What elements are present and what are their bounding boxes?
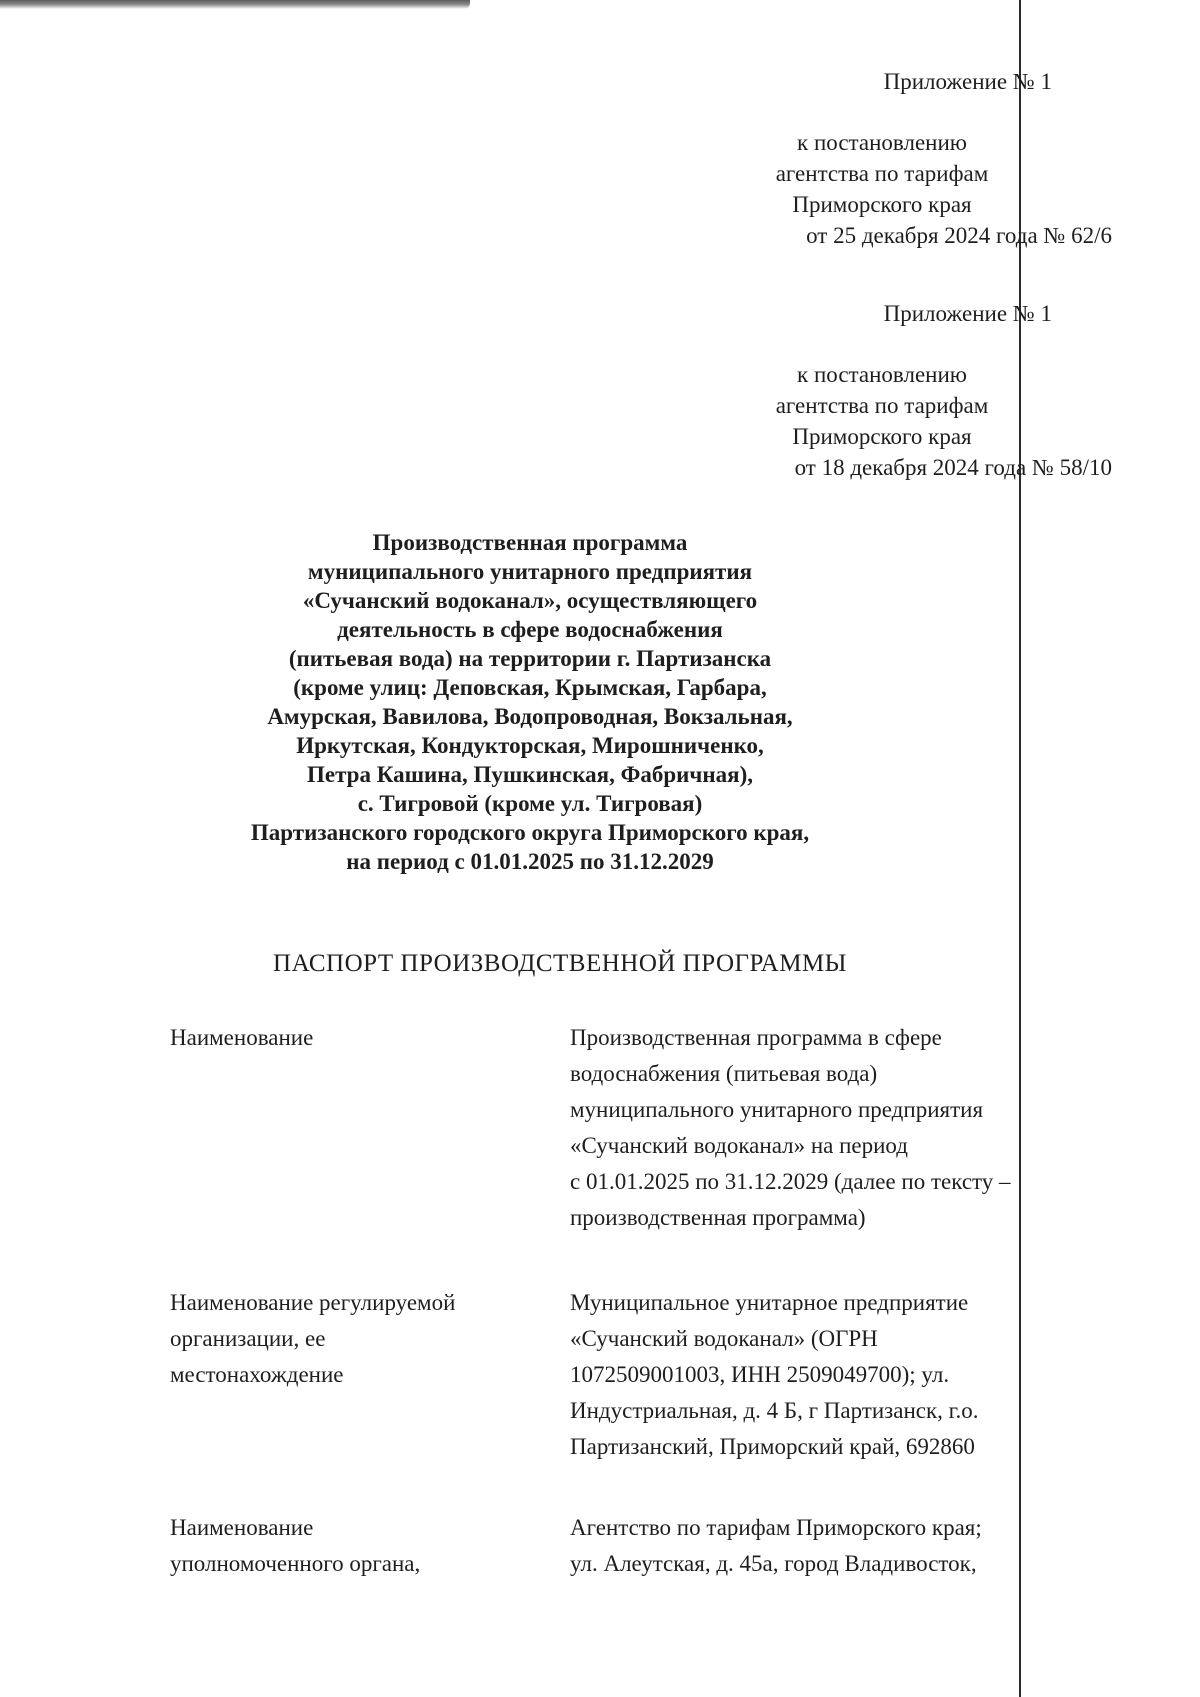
value-line: Партизанский, Приморский край, 692860	[570, 1434, 975, 1459]
appendix-line: Приморского края	[792, 192, 972, 217]
passport-row-label	[170, 1285, 570, 1465]
title-line: с. Тигровой (кроме ул. Тигровая)	[357, 791, 703, 816]
label-line: организации, ее	[170, 1326, 326, 1351]
title-line: (питьевая вода) на территории г. Партизанска	[288, 646, 772, 671]
passport-row-organization	[170, 1285, 1130, 1465]
title-line: (кроме улиц: Деповская, Крымская, Гарбара,	[293, 675, 767, 700]
title-line: Партизанского городского округа Приморского края,	[250, 820, 810, 845]
appendix-current	[652, 66, 1112, 251]
title-line: Амурская, Вавилова, Водопроводная, Вокзальная,	[267, 704, 793, 729]
label-line: местонахождение	[170, 1362, 344, 1387]
scan-edge-shadow	[0, 0, 470, 9]
value-line: «Сучанский водоканал» (ОГРН	[570, 1326, 878, 1351]
passport-row-label	[170, 1020, 570, 1236]
value-line: Производственная программа в сфере	[570, 1025, 942, 1050]
passport-heading: ПАСПОРТ ПРОИЗВОДСТВЕННОЙ ПРОГРАММЫ	[273, 950, 847, 977]
value-line: «Сучанский водоканал» на период	[570, 1133, 908, 1158]
value-line: Индустриальная, д. 4 Б, г Партизанск, г.о.	[570, 1398, 979, 1423]
label-line: Наименование	[170, 1025, 314, 1050]
title-line: Производственная программа	[372, 530, 688, 555]
passport-row-label	[170, 1510, 570, 1582]
title-line: «Сучанский водоканал», осуществляющего	[302, 588, 758, 613]
title-line: Петра Кашина, Пушкинская, Фабричная),	[306, 762, 753, 787]
appendix-line: Приморского края	[792, 424, 972, 449]
title-line: деятельность в сфере водоснабжения	[337, 617, 723, 642]
passport-row-value	[570, 1510, 1130, 1582]
value-line: производственная программа)	[570, 1205, 866, 1230]
appendix-label: Приложение № 1	[883, 69, 1052, 94]
passport-row-authority	[170, 1510, 1130, 1582]
appendix-line: к постановлению	[797, 130, 967, 155]
value-line: с 01.01.2025 по 31.12.2029 (далее по тексту –	[570, 1169, 1011, 1194]
value-line: 1072509001003, ИНН 2509049700); ул.	[570, 1362, 950, 1387]
appendix-line: к постановлению	[797, 362, 967, 387]
appendix-line: агентства по тарифам	[775, 393, 989, 418]
passport-row-value	[570, 1285, 1130, 1465]
label-line: уполномоченного органа,	[170, 1551, 421, 1576]
appendix-line: от 25 декабря 2024 года № 62/6	[806, 223, 1112, 248]
value-line: муниципального унитарного предприятия	[570, 1097, 984, 1122]
value-line: Агентство по тарифам Приморского края;	[570, 1515, 982, 1540]
title-line: Иркутская, Кондукторская, Мирошниченко,	[296, 733, 764, 758]
appendix-line: от 18 декабря 2024 года № 58/10	[794, 455, 1112, 480]
appendix-label: Приложение № 1	[883, 301, 1052, 326]
program-title	[230, 528, 830, 876]
appendix-previous	[652, 298, 1112, 483]
passport-row-value	[570, 1020, 1130, 1236]
passport-row-name	[170, 1020, 1130, 1236]
title-line: на период с 01.01.2025 по 31.12.2029	[346, 849, 714, 874]
label-line: Наименование	[170, 1515, 314, 1540]
appendix-line: агентства по тарифам	[775, 161, 989, 186]
label-line: Наименование регулируемой	[170, 1290, 456, 1315]
title-line: муниципального унитарного предприятия	[307, 559, 753, 584]
value-line: Муниципальное унитарное предприятие	[570, 1290, 969, 1315]
value-line: ул. Алеутская, д. 45а, город Владивосток,	[570, 1551, 977, 1576]
value-line: водоснабжения (питьевая вода)	[570, 1061, 878, 1086]
